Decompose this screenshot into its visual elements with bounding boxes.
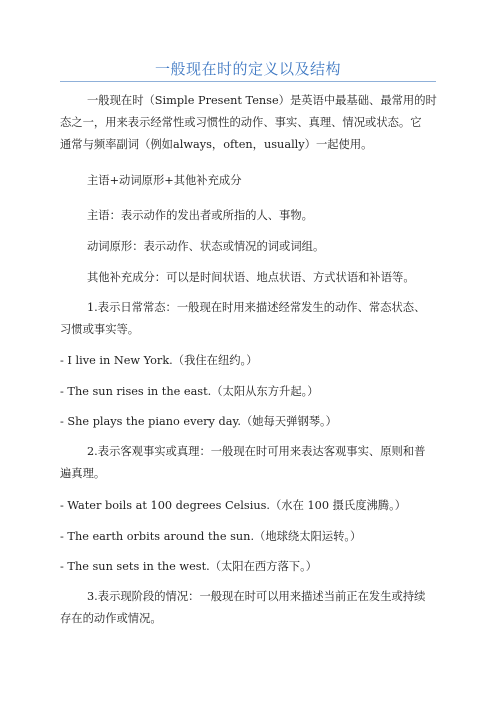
- section-2-paragraph: [60, 441, 440, 485]
- section-2-example-1: - Water boils at 100 degrees Celsius.（水在 100 摄氏度沸腾。）: [60, 499, 407, 512]
- section-1-example-1: - I live in New York.（我住在纽约。）: [60, 354, 258, 367]
- intro-line-1: 一般现在时（Simple Present Tense）是英语中最基础、最常用的时: [87, 94, 437, 107]
- intro-line-3: 通常与频率副词（例如always，often，usually）一起使用。: [60, 138, 373, 151]
- title-divider: [60, 81, 436, 82]
- intro-paragraph: [60, 90, 440, 156]
- document-title: 一般现在时的定义以及结构: [154, 60, 341, 78]
- subject-definition-line: 主语：表示动作的发出者或所指的人、事物。: [87, 209, 313, 222]
- verb-definition: 动词原形：表示动作、状态或情况的词或词组。: [87, 240, 325, 253]
- section-2-example-2: - The earth orbits around the sun.（地球绕太阳运转。）: [60, 530, 362, 543]
- intro-line-2: 态之一，用来表示经常性或习惯性的动作、事实、真理、情况或状态。它: [60, 116, 422, 129]
- section-2-line-2: 遍真理。: [60, 467, 106, 480]
- section-2-line-1: 2.表示客观事实或真理：一般现在时可用来表达客观事实、原则和普: [87, 445, 426, 458]
- section-2-example-3: - The sun sets in the west.（太阳在西方落下。）: [60, 560, 318, 573]
- section-1-line-1: 1.表示日常常态：一般现在时用来描述经常发生的动作、常态状态、: [87, 301, 426, 314]
- complement-definition: 其他补充成分：可以是时间状语、地点状语、方式状语和补语等。: [87, 271, 415, 284]
- section-1-line-2: 习惯或事实等。: [60, 323, 140, 336]
- section-3-line-1: 3.表示现阶段的情况：一般现在时可以用来描述当前正在发生或持续: [87, 590, 426, 603]
- section-1-paragraph: [60, 297, 440, 341]
- section-1-example-2: - The sun rises in the east.（太阳从东方升起。）: [60, 385, 319, 398]
- section-3-line-2: 存在的动作或情况。: [60, 612, 162, 625]
- structure-formula: 主语+动词原形+其他补充成分: [87, 174, 242, 187]
- section-1-example-3: - She plays the piano every day.（她每天弹钢琴。）: [60, 415, 337, 428]
- section-3-paragraph: [60, 586, 440, 630]
